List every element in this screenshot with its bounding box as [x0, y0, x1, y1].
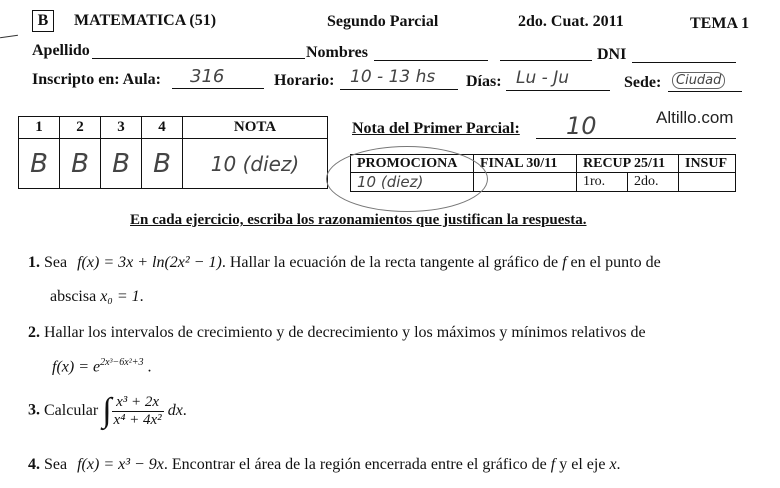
margin-mark — [0, 35, 18, 38]
exam-title: Segundo Parcial — [327, 13, 439, 30]
exercise-4-number: 4. — [28, 456, 40, 473]
instruction-text: En cada ejercicio, escriba los razonamientos que justifican la respuesta. — [130, 212, 587, 228]
sede-label: Sede: — [624, 74, 662, 91]
subject-title: MATEMATICA (51) — [74, 12, 217, 29]
exercise-4-var2: x — [609, 456, 617, 473]
grade-header-4: 4 — [142, 117, 183, 139]
exercise-2-formula — [52, 357, 151, 376]
apellido-line — [92, 58, 305, 59]
promociona-circle-mark — [326, 146, 488, 212]
promo-header-final: FINAL 30/11 — [474, 155, 577, 173]
dni-label: DNI — [597, 46, 627, 63]
primer-parcial-value: 10 — [566, 112, 597, 140]
exercise-4-text-after: . Encontrar el área de la región encerrada entre el gráfico de — [163, 456, 547, 473]
grade-value-nota: 10 (diez) — [183, 139, 328, 189]
promo-header-recup: RECUP 25/11 — [577, 155, 679, 173]
sede-line — [668, 91, 742, 92]
grades-table — [18, 116, 328, 189]
promociona-value: 10 (diez) — [351, 173, 474, 192]
exercise-2 — [28, 324, 646, 342]
grade-header-nota: NOTA — [183, 117, 328, 139]
exercise-4-text-before: Sea — [44, 456, 68, 473]
exercise-2-formula-lhs: f(x) = e — [52, 358, 101, 376]
exercise-4-text-end: y el eje — [559, 456, 606, 473]
exercise-1 — [28, 254, 661, 272]
aula-line — [172, 88, 264, 89]
grade-header-2: 2 — [60, 117, 101, 139]
dias-label: Días: — [466, 73, 502, 90]
exercise-4-formula: f(x) = x³ − 9x — [77, 456, 164, 473]
promo-insuf-cell — [679, 173, 736, 192]
exercise-2-text: Hallar los intervalos de crecimiento y de decrecimiento y los máximos y mínimos relativos de — [44, 324, 646, 341]
exercise-4-period: . — [616, 456, 621, 473]
horario-label: Horario: — [274, 72, 335, 89]
primer-parcial-label: Nota del Primer Parcial: — [352, 120, 520, 137]
grade-value-4: B — [142, 139, 183, 189]
grade-value-2: B — [60, 139, 101, 189]
exercise-3-fraction — [112, 394, 164, 429]
grade-value-1: B — [19, 139, 60, 189]
exercise-1-formula: f(x) = 3x + ln(2x² − 1) — [77, 254, 222, 271]
apellido-label: Apellido — [32, 42, 90, 59]
exercise-3-number: 3. — [28, 401, 40, 419]
exercise-1-var: f — [562, 254, 567, 271]
exercise-2-period: . — [147, 358, 152, 376]
exercise-1-period: . — [139, 288, 144, 305]
nombres-line — [374, 60, 488, 61]
exercise-4-var: f — [550, 456, 556, 473]
exercise-1-abscisa: abscisa — [50, 288, 97, 305]
promo-final-cell — [474, 173, 577, 192]
exercise-3-period: . — [182, 402, 187, 419]
exercise-3-dx: dx — [167, 402, 183, 419]
watermark-text: Altillo.com — [656, 108, 734, 127]
grade-header-1: 1 — [19, 117, 60, 139]
exercise-2-formula-exp: 2x³−6x²+3 — [100, 357, 144, 368]
exercise-1-x0: x₀ = 1 — [100, 288, 140, 305]
sede-value: Ciudad — [672, 72, 725, 89]
exercise-3-denominator: x⁴ + 4x² — [113, 411, 162, 428]
exercise-4 — [28, 456, 621, 474]
promo-header-promociona: PROMOCIONA — [351, 155, 474, 173]
version-box: B — [32, 10, 54, 32]
promo-header-insuf: INSUF — [679, 155, 736, 173]
dias-value: Lu - Ju — [516, 68, 569, 88]
dias-line — [506, 90, 610, 91]
horario-value: 10 - 13 hs — [350, 67, 436, 87]
nombres-line-2 — [500, 60, 592, 61]
exercise-2-number: 2. — [28, 324, 40, 341]
dni-line — [632, 62, 736, 63]
exercise-3 — [28, 392, 187, 430]
exercise-3-numerator: x³ + 2x — [112, 394, 164, 412]
exercise-3-text: Calcular — [44, 402, 99, 419]
tema-label: TEMA 1 — [690, 15, 750, 32]
exercise-1-text-before: Sea — [44, 254, 68, 271]
exercise-1-number: 1. — [28, 254, 40, 271]
exercise-1-text-end: en el punto de — [570, 254, 661, 271]
grade-value-3: B — [101, 139, 142, 189]
exercise-1-line2 — [50, 288, 144, 306]
nombres-label: Nombres — [306, 44, 368, 61]
aula-value: 316 — [190, 66, 225, 87]
aula-label: Inscripto en: Aula: — [32, 71, 161, 88]
term-label: 2do. Cuat. 2011 — [518, 13, 624, 30]
recup-2do-label: 2do. — [628, 173, 679, 192]
horario-line — [340, 89, 458, 90]
integral-sign-icon: ∫ — [102, 392, 112, 429]
exercise-1-text-after: . Hallar la ecuación de la recta tangente al gráfico de — [221, 254, 559, 271]
grade-header-3: 3 — [101, 117, 142, 139]
recup-1ro-label: 1ro. — [577, 173, 628, 192]
